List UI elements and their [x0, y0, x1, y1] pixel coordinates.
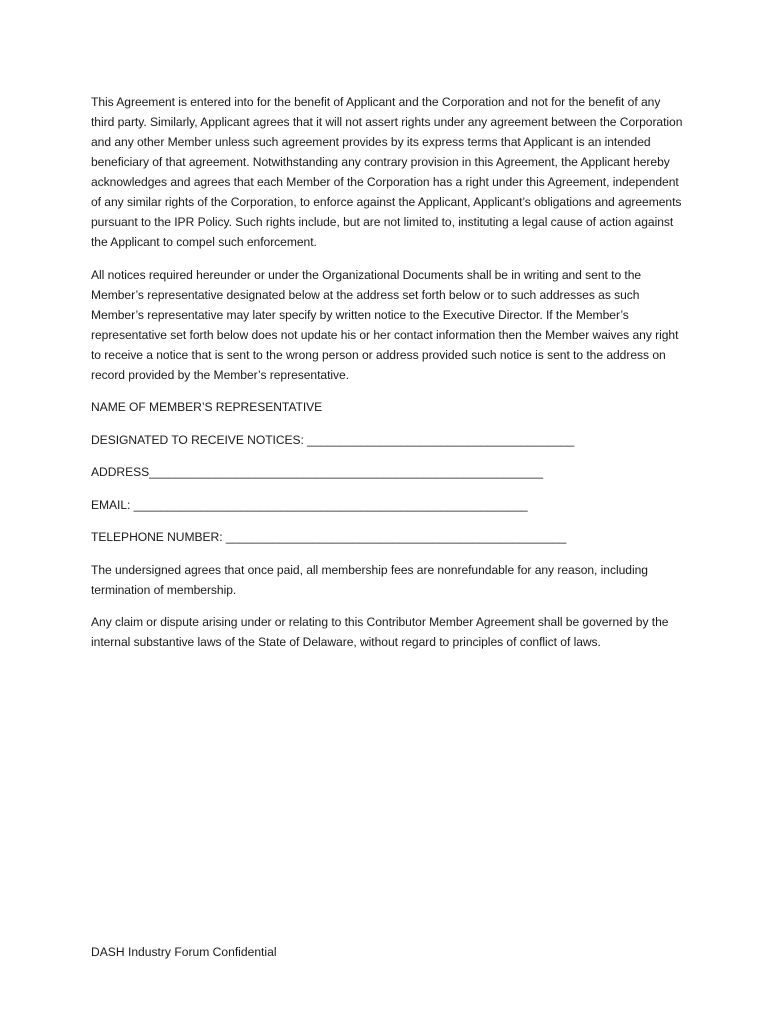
- address-field: ADDRESS___________________________________________________________: [91, 465, 543, 479]
- fees-paragraph: The undersigned agrees that once paid, all membership fees are nonrefundable for any reason, including termination of membership.: [91, 562, 648, 597]
- governing-law-paragraph: Any claim or dispute arising under or relating to this Contributor Member Agreement shall be governed by the internal substantive laws of the State of Delaware, without regard to principles of conflict of laws.: [91, 615, 669, 649]
- telephone-field: TELEPHONE NUMBER: ___________________________________________________: [91, 530, 567, 544]
- document-body: [91, 92, 683, 665]
- representative-heading: NAME OF MEMBER’S REPRESENTATIVE: [91, 400, 323, 414]
- notices-paragraph: All notices required hereunder or under the Organizational Documents shall be in writing and sent to the Member’s representative designated below at the address set forth below or to such addresses as such Member’s representative may later specify by written notice to the Executive Director. If the Member’s representative set forth below does not update his or her contact information then the Member waives any right to receive a notice that is sent to the wrong person or address provided such notice is sent to the address on record provided by the Member’s representative.: [91, 267, 679, 382]
- designated-notices-field: DESIGNATED TO RECEIVE NOTICES: ________________________________________: [91, 432, 575, 447]
- email-field: EMAIL: ___________________________________________________________: [91, 497, 528, 512]
- page-footer: DASH Industry Forum Confidential: [91, 945, 277, 959]
- third-party-paragraph: This Agreement is entered into for the benefit of Applicant and the Corporation and not for the benefit of any third party. Similarly, Applicant agrees that it will not assert rights under any agreement between the Corporation and any other Member unless such agreement provides by its express terms that Applicant is an intended beneficiary of that agreement. Notwithstanding any contrary provision in this Agreement, the Applicant hereby acknowledges and agrees that each Member of the Corporation has a right under this Agreement, independent of any similar rights of the Corporation, to enforce against the Applicant, Applicant’s obligations and agreements pursuant to the IPR Policy. Such rights include, but are not limited to, instituting a legal cause of action against the Applicant to compel such enforcement.: [91, 95, 683, 249]
